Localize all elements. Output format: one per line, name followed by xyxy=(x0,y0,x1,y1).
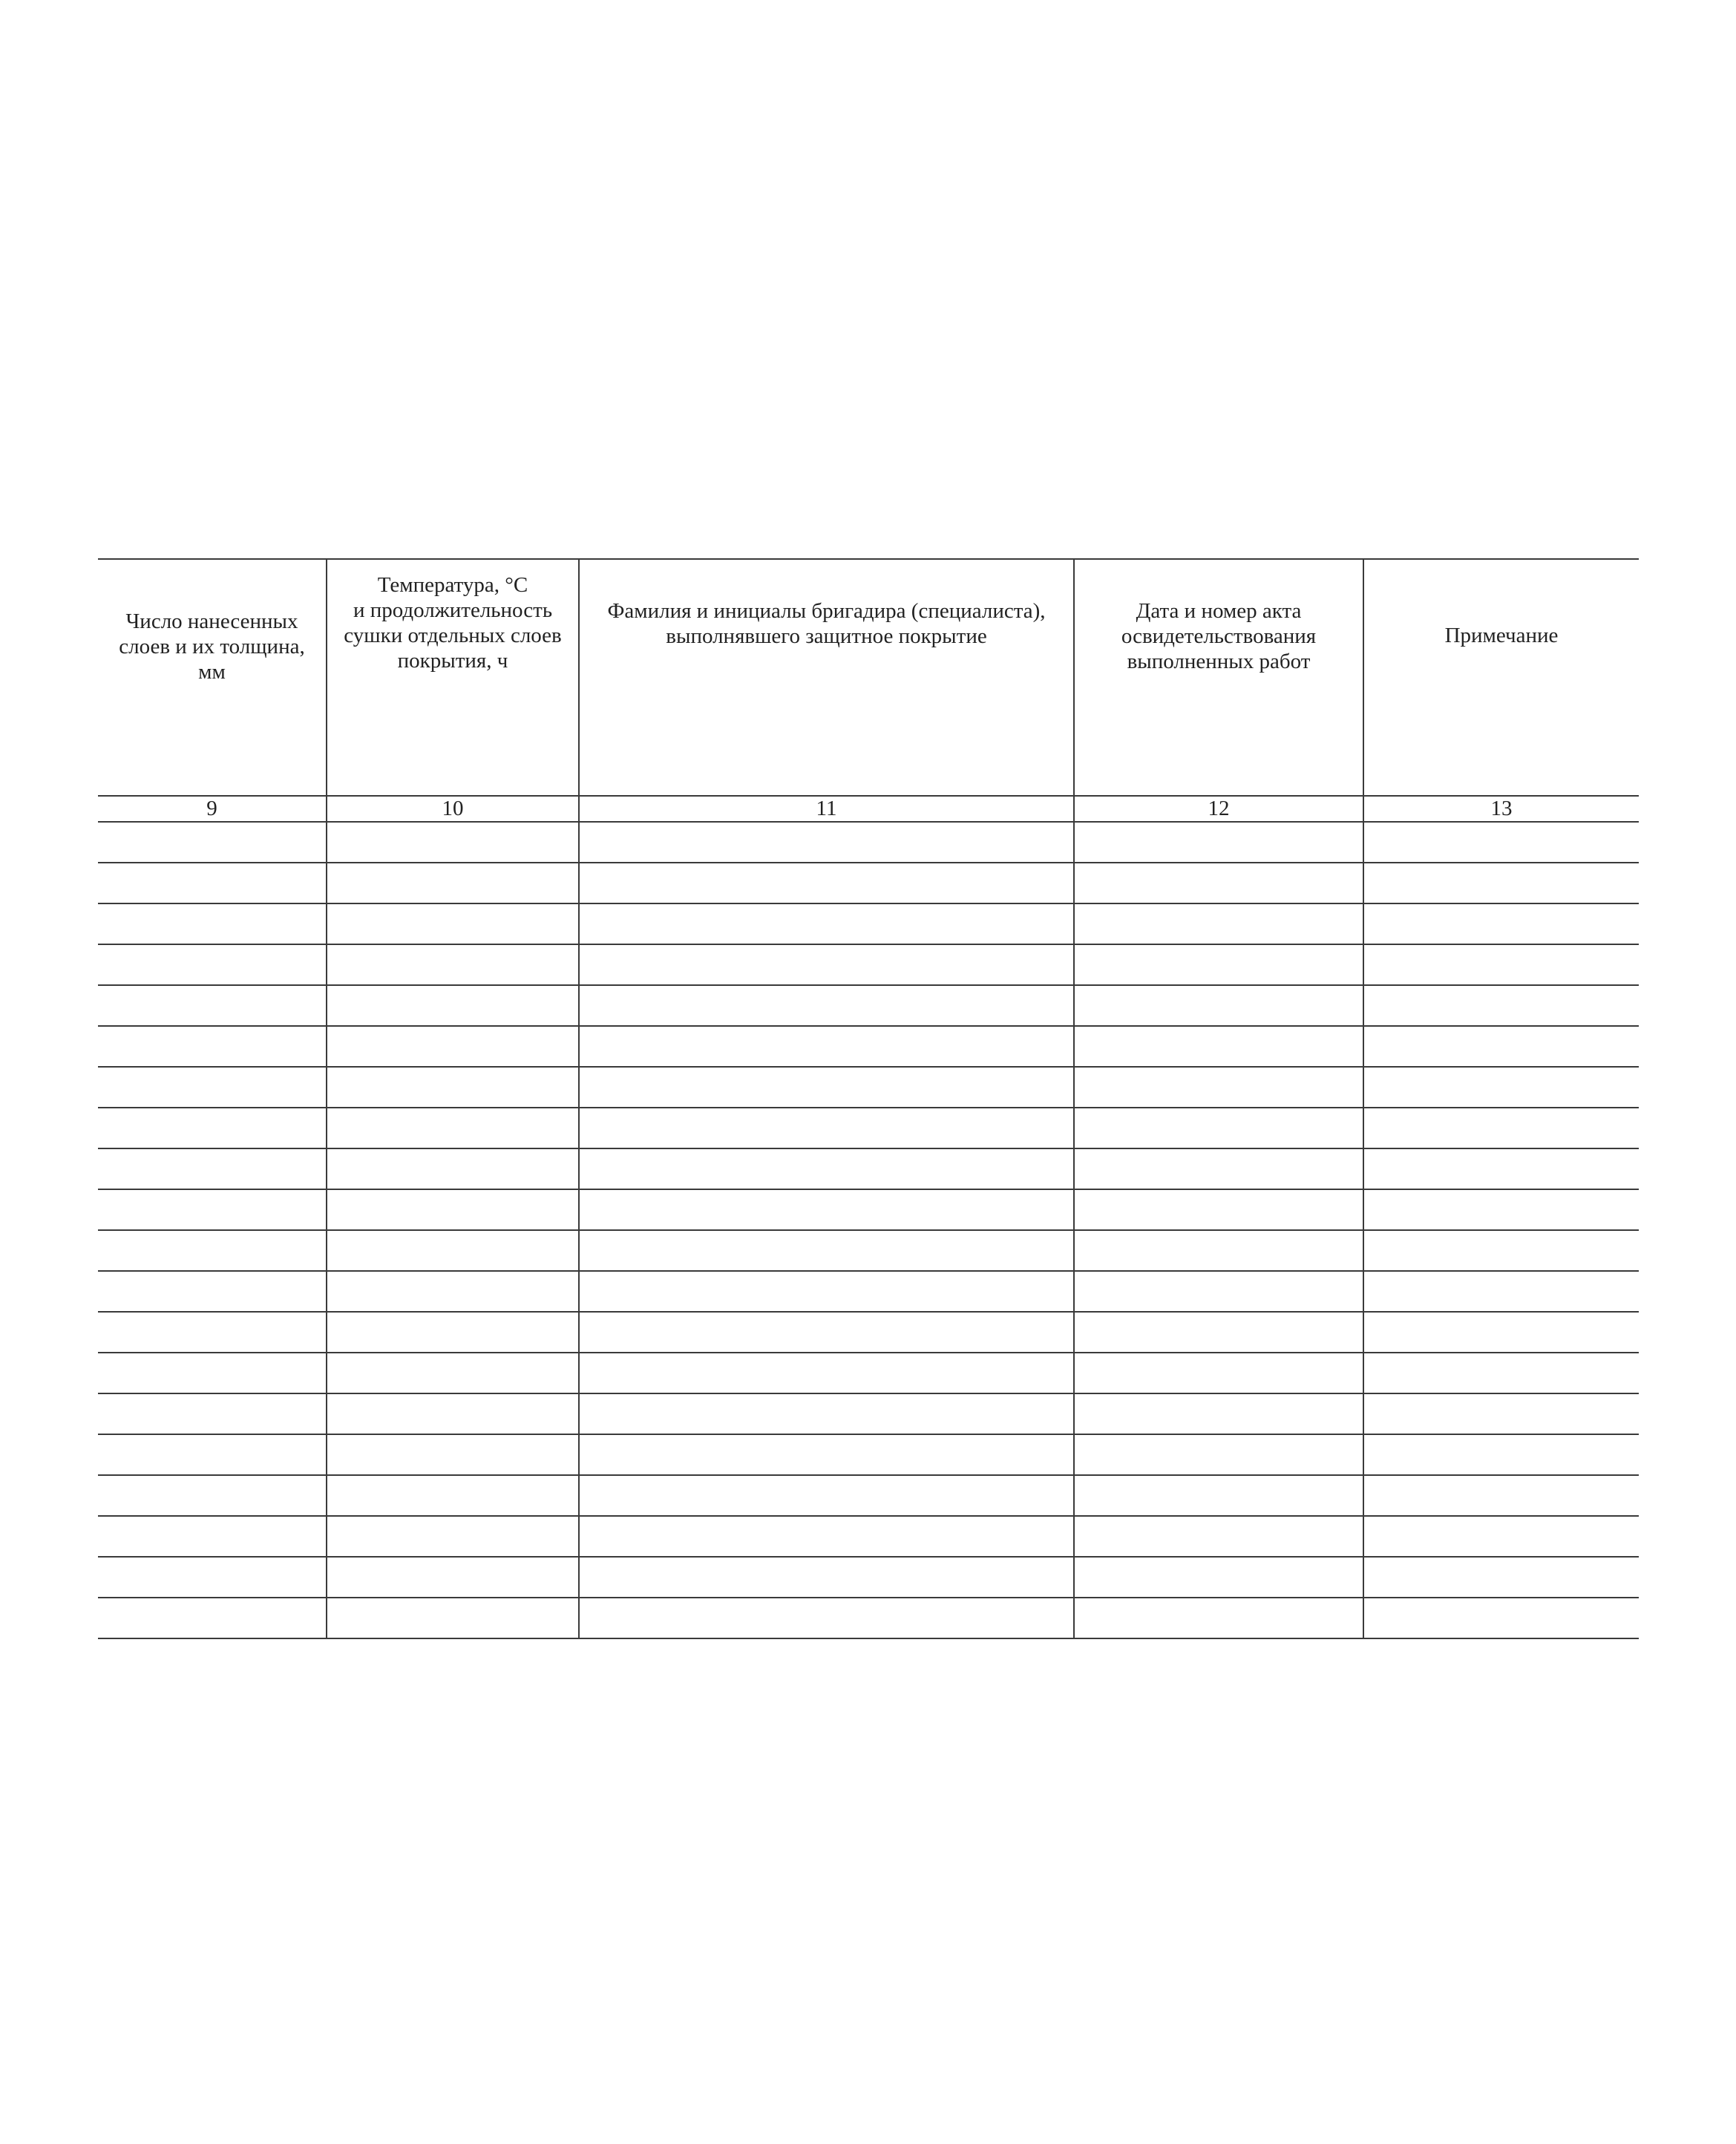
table-cell xyxy=(98,903,327,944)
table-row xyxy=(98,1108,1639,1148)
table-row xyxy=(98,1353,1639,1393)
table-cell xyxy=(1074,822,1363,863)
table-cell xyxy=(579,1312,1074,1353)
table-cell xyxy=(327,903,579,944)
table-cell xyxy=(1363,1067,1639,1108)
table-row xyxy=(98,1393,1639,1434)
table-cell xyxy=(98,1475,327,1516)
table-cell xyxy=(1363,1026,1639,1067)
table-cell xyxy=(579,1026,1074,1067)
table-cell xyxy=(579,1271,1074,1312)
table-cell xyxy=(1074,1026,1363,1067)
header-act-date-number: Дата и номер акта освидетельствования выполненных работ xyxy=(1074,559,1363,796)
table-cell xyxy=(98,1271,327,1312)
table-cell xyxy=(1074,1434,1363,1475)
table-cell xyxy=(1074,903,1363,944)
table-row xyxy=(98,944,1639,985)
table-row xyxy=(98,1312,1639,1353)
table-cell xyxy=(98,1067,327,1108)
table-cell xyxy=(327,863,579,903)
table-cell xyxy=(1363,1230,1639,1271)
table-cell xyxy=(98,1108,327,1148)
table-cell xyxy=(1363,1393,1639,1434)
table-cell xyxy=(327,1108,579,1148)
table-cell xyxy=(98,1353,327,1393)
table-cell xyxy=(1074,1475,1363,1516)
table-cell xyxy=(1074,1557,1363,1598)
table-cell xyxy=(98,1230,327,1271)
table-row xyxy=(98,1516,1639,1557)
table-cell xyxy=(579,1598,1074,1638)
table-cell xyxy=(1363,1353,1639,1393)
column-number: 11 xyxy=(579,796,1074,822)
table-cell xyxy=(1363,1475,1639,1516)
table-cell xyxy=(1363,1312,1639,1353)
table-row xyxy=(98,1230,1639,1271)
table-cell xyxy=(1074,1312,1363,1353)
table-cell xyxy=(327,1475,579,1516)
table-body xyxy=(98,822,1639,1638)
table-row xyxy=(98,1271,1639,1312)
table-cell xyxy=(1363,1598,1639,1638)
table-cell xyxy=(1074,863,1363,903)
table-cell xyxy=(1363,1557,1639,1598)
header-row xyxy=(98,559,1639,796)
table-cell xyxy=(579,985,1074,1026)
table-cell xyxy=(327,1148,579,1189)
table-row xyxy=(98,1026,1639,1067)
table-cell xyxy=(98,1434,327,1475)
table-cell xyxy=(327,944,579,985)
table-cell xyxy=(327,985,579,1026)
table-cell xyxy=(579,863,1074,903)
table-cell xyxy=(1074,1353,1363,1393)
table-cell xyxy=(327,1434,579,1475)
journal-table xyxy=(98,558,1639,1639)
table-cell xyxy=(98,985,327,1026)
column-number-row xyxy=(98,796,1639,822)
table-cell xyxy=(1074,944,1363,985)
table-cell xyxy=(1074,1271,1363,1312)
table-cell xyxy=(579,1148,1074,1189)
table-cell xyxy=(1074,1067,1363,1108)
table-cell xyxy=(98,1189,327,1230)
table-cell xyxy=(1074,1189,1363,1230)
table-cell xyxy=(579,1434,1074,1475)
column-number: 12 xyxy=(1074,796,1363,822)
table-cell xyxy=(1363,1434,1639,1475)
table-cell xyxy=(98,1393,327,1434)
header-temperature-drying: Температура, °С и продолжительность сушки отдельных слоев покрытия, ч xyxy=(327,559,579,796)
column-number: 13 xyxy=(1363,796,1639,822)
table-row xyxy=(98,903,1639,944)
table-cell xyxy=(1074,1516,1363,1557)
table-cell xyxy=(1074,1108,1363,1148)
table-cell xyxy=(1074,1148,1363,1189)
table-cell xyxy=(579,1516,1074,1557)
header-note: Примечание xyxy=(1363,559,1639,796)
table-cell xyxy=(327,1189,579,1230)
table-row xyxy=(98,1148,1639,1189)
table-cell xyxy=(1363,1516,1639,1557)
table-cell xyxy=(98,944,327,985)
table-cell xyxy=(327,1312,579,1353)
table-cell xyxy=(327,1516,579,1557)
column-number: 10 xyxy=(327,796,579,822)
table-cell xyxy=(98,1312,327,1353)
table-cell xyxy=(579,1108,1074,1148)
table-cell xyxy=(579,1475,1074,1516)
table-cell xyxy=(327,1067,579,1108)
table-cell xyxy=(1074,1393,1363,1434)
table-cell xyxy=(98,1516,327,1557)
table-cell xyxy=(1363,903,1639,944)
table-cell xyxy=(1363,1189,1639,1230)
table-cell xyxy=(1363,822,1639,863)
table-cell xyxy=(1363,863,1639,903)
table-cell xyxy=(327,1598,579,1638)
table-row xyxy=(98,1434,1639,1475)
table-cell xyxy=(98,1598,327,1638)
table-cell xyxy=(579,822,1074,863)
table-cell xyxy=(579,1393,1074,1434)
table-cell xyxy=(1363,985,1639,1026)
table-cell xyxy=(327,1557,579,1598)
table-row xyxy=(98,1598,1639,1638)
table-cell xyxy=(579,1557,1074,1598)
table-cell xyxy=(98,1148,327,1189)
table-cell xyxy=(327,1026,579,1067)
table-cell xyxy=(1363,1108,1639,1148)
table-cell xyxy=(327,1271,579,1312)
column-number: 9 xyxy=(98,796,327,822)
table-cell xyxy=(1363,1148,1639,1189)
table-cell xyxy=(1363,1271,1639,1312)
table-cell xyxy=(579,1353,1074,1393)
table-row xyxy=(98,1475,1639,1516)
table-cell xyxy=(579,903,1074,944)
table-row xyxy=(98,985,1639,1026)
header-foreman-name: Фамилия и инициалы бригадира (специалиста), выполнявшего защитное покрытие xyxy=(579,559,1074,796)
table-cell xyxy=(579,1067,1074,1108)
header-layers-thickness: Число нанесенных слоев и их толщина, мм xyxy=(98,559,327,796)
table-cell xyxy=(327,1230,579,1271)
table-cell xyxy=(579,944,1074,985)
table-row xyxy=(98,822,1639,863)
table-cell xyxy=(1074,985,1363,1026)
table-cell xyxy=(98,1026,327,1067)
table-cell xyxy=(579,1189,1074,1230)
table-cell xyxy=(1074,1230,1363,1271)
table-row xyxy=(98,1189,1639,1230)
table-cell xyxy=(98,863,327,903)
table-cell xyxy=(1074,1598,1363,1638)
table-cell xyxy=(98,1557,327,1598)
table-row xyxy=(98,863,1639,903)
table-cell xyxy=(327,1353,579,1393)
table-cell xyxy=(327,822,579,863)
table-row xyxy=(98,1557,1639,1598)
table-cell xyxy=(98,822,327,863)
table-cell xyxy=(327,1393,579,1434)
table-row xyxy=(98,1067,1639,1108)
table-cell xyxy=(579,1230,1074,1271)
table-cell xyxy=(1363,944,1639,985)
